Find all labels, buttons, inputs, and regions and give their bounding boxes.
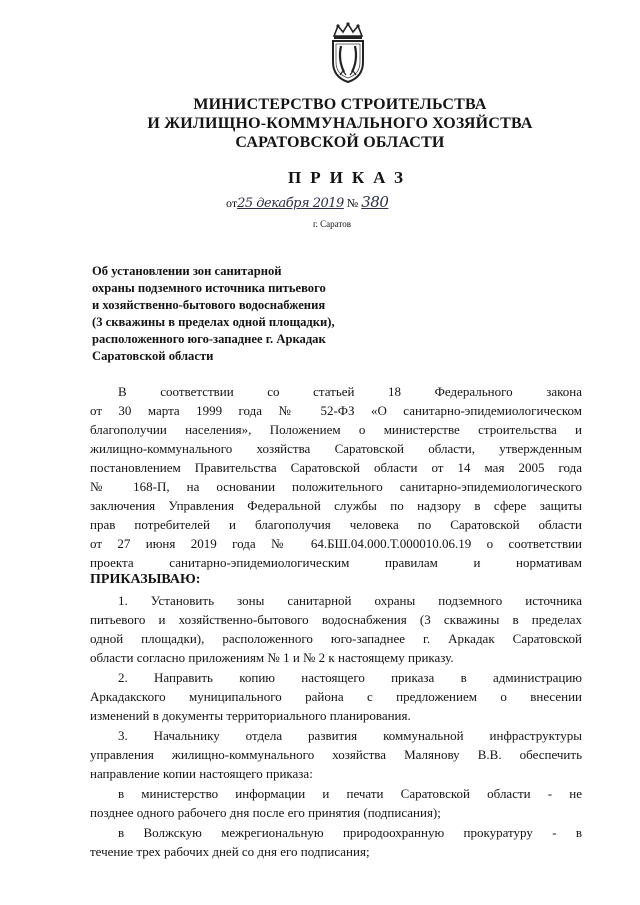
body-line: изменений в документы территориального планирования. bbox=[90, 708, 411, 723]
body-line: в Волжскую межрегиональную природоохранную прокуратуру - в bbox=[118, 825, 582, 840]
body-line: течение трех рабочих дней со дня его подписания; bbox=[90, 844, 370, 859]
body-line: 3. Начальнику отдела развития коммунальной инфраструктуры bbox=[118, 728, 582, 743]
subject-line: расположенного юго-западнее г. Аркадак bbox=[92, 332, 326, 346]
order-title: ПРИКАЗ bbox=[288, 168, 412, 187]
body-line: В соответствии со статьей 18 Федерального закона bbox=[118, 384, 582, 399]
body-line: благополучии населения», Положением о министерстве строительства и bbox=[90, 422, 582, 437]
body-line: позднее одного рабочего дня после его принятия (подписания); bbox=[90, 805, 441, 820]
body-line: заключения Управления Федеральной службы по надзору в сфере защиты bbox=[90, 498, 582, 513]
body-line: от 30 марта 1999 года № 52-ФЗ «О санитарно-эпидемиологическом bbox=[90, 403, 582, 418]
body-line: области согласно приложениям № 1 и № 2 к настоящему приказу. bbox=[90, 650, 454, 665]
handwritten-date: 25 декабря 2019 bbox=[237, 196, 344, 211]
orders-word: ПРИКАЗЫВАЮ: bbox=[90, 572, 201, 587]
body-line: направление копии настоящего приказа: bbox=[90, 766, 313, 781]
body-line: жилищно-коммунального хозяйства Саратовской области, утвержденным bbox=[90, 441, 582, 456]
body-line: Аркадакского муниципального района с предложением о внесении bbox=[90, 689, 582, 704]
handwritten-order-number: 380 bbox=[361, 193, 389, 211]
subject-line: и хозяйственно-бытового водоснабжения bbox=[92, 298, 326, 312]
ministry-name-line-3: САРАТОВСКОЙ ОБЛАСТИ bbox=[235, 134, 445, 151]
body-line: управления жилищно-коммунального хозяйства Малянову В.В. обеспечить bbox=[90, 747, 582, 762]
subject-line: охраны подземного источника питьевого bbox=[92, 281, 326, 295]
number-label: № bbox=[346, 196, 359, 210]
body-line: от 27 июня 2019 года № 64.БШ.04.000.Т.000010.06.19 о соответствии bbox=[90, 536, 582, 551]
body-line: прав потребителей и благополучия человека по Саратовской области bbox=[90, 517, 582, 532]
body-line: одной площадки), расположенного юго-западнее г. Аркадак Саратовской bbox=[90, 631, 582, 646]
subject-line: (3 скважины в пределах одной площадки), bbox=[92, 315, 335, 329]
coat-of-arms-icon bbox=[326, 22, 370, 84]
body-line: постановлением Правительства Саратовской области от 14 мая 2005 года bbox=[90, 460, 582, 475]
subject-line: Саратовской области bbox=[92, 349, 214, 363]
order-date-number-line bbox=[226, 193, 388, 211]
body-line: 1. Установить зоны санитарной охраны подземного источника bbox=[118, 593, 582, 608]
subject-line: Об установлении зон санитарной bbox=[92, 264, 282, 278]
issue-city: г. Саратов bbox=[313, 219, 351, 229]
date-prefix: от bbox=[226, 196, 238, 210]
ministry-name-line-2: И ЖИЛИЩНО-КОММУНАЛЬНОГО ХОЗЯЙСТВА bbox=[147, 115, 533, 132]
body-line: проекта санитарно-эпидемиологическим правилам и нормативам bbox=[90, 555, 582, 570]
body-line: 2. Направить копию настоящего приказа в администрацию bbox=[118, 670, 582, 685]
body-line: № 168-П, на основании положительного санитарно-эпидемиологического bbox=[90, 479, 582, 494]
order-subject bbox=[92, 263, 422, 365]
ministry-name-line-1: МИНИСТЕРСТВО СТРОИТЕЛЬСТВА bbox=[193, 96, 487, 113]
body-line: питьевого и хозяйственно-бытового водоснабжения (3 скважины в пределах bbox=[90, 612, 582, 627]
body-line: в министерство информации и печати Саратовской области - не bbox=[118, 786, 582, 801]
